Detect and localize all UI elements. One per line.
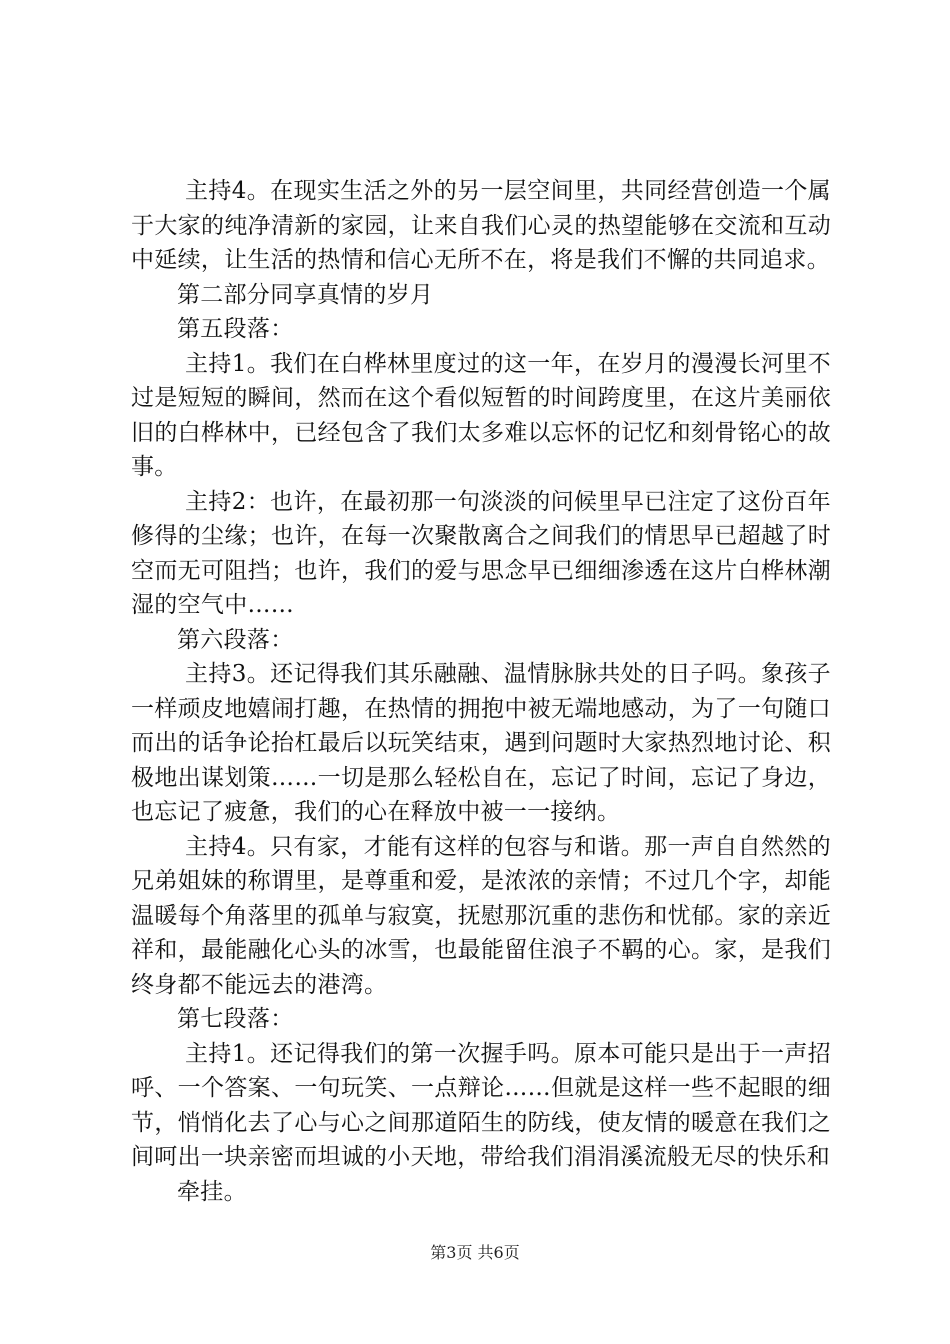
paragraph-host1-first-handshake: 主持1。还记得我们的第一次握手吗。原本可能只是出于一声招呼、一个答案、一句玩笑、一点辩论……但就是这样一些不起眼的细节，悄悄化去了心与心之间那道陌生的防线，使友情的暖意在我们之间呵出一块亲密而坦诚的小天地，带给我们涓涓溪流般无尽的快乐和 — [131, 1040, 831, 1170]
paragraph-host3-days-together: 主持3。还记得我们其乐融融、温情脉脉共处的日子吗。象孩子一样顽皮地嬉闹打趣，在热情的拥抱中被无端地感动，为了一句随口而出的话争论抬杠最后以玩笑结束，遇到问题时大家热烈地讨论、积极地出谋划策……一切是那么轻松自在，忘记了时间，忘记了身边，也忘记了疲惫，我们的心在释放中被一一接纳。 — [131, 661, 831, 825]
paragraph-continuation: 牵挂。 — [177, 1178, 247, 1205]
section-label-paragraph-seven: 第七段落： — [177, 1006, 294, 1032]
paragraph-host4-home: 主持4。只有家，才能有这样的包容与和谐。那一声自自然然的兄弟姐妹的称谓里，是尊重和爱，是浓浓的亲情；不过几个字，却能温暖每个角落里的孤单与寂寞，抚慰那沉重的悲伤和忧郁。家的亲近祥和，最能融化心头的冰雪，也最能留住浪子不羁的心。家，是我们终身都不能远去的港湾。 — [131, 833, 831, 998]
paragraph-host4-intro: 主持4。在现实生活之外的另一层空间里，共同经营创造一个属于大家的纯净清新的家园，让来自我们心灵的热望能够在交流和互动中延续，让生活的热情和信心无所不在，将是我们不懈的共同追求。 — [131, 178, 831, 273]
paragraph-host2-perhaps: 主持2：也许，在最初那一句淡淡的问候里早已注定了这份百年修得的尘缘；也许，在每一次聚散离合之间我们的情思早已超越了时空而无可阻挡；也许，我们的爱与思念早已细细渗透在这片白桦林潮湿的空气中…… — [131, 488, 831, 618]
document-body — [131, 174, 831, 1209]
section-title-part-two: 第二部分同享真情的岁月 — [177, 281, 434, 308]
page-number-footer: 第3页 共6页 — [430, 1243, 520, 1262]
section-label-paragraph-six: 第六段落： — [177, 626, 294, 653]
section-label-paragraph-five: 第五段落： — [177, 316, 294, 342]
paragraph-host1-birch-forest: 主持1。我们在白桦林里度过的这一年，在岁月的漫漫长河里不过是短短的瞬间，然而在这个看似短暂的时间跨度里，在这片美丽依旧的白桦林中，已经包含了我们太多难以忘怀的记忆和刻骨铭心的故事。 — [131, 350, 831, 480]
